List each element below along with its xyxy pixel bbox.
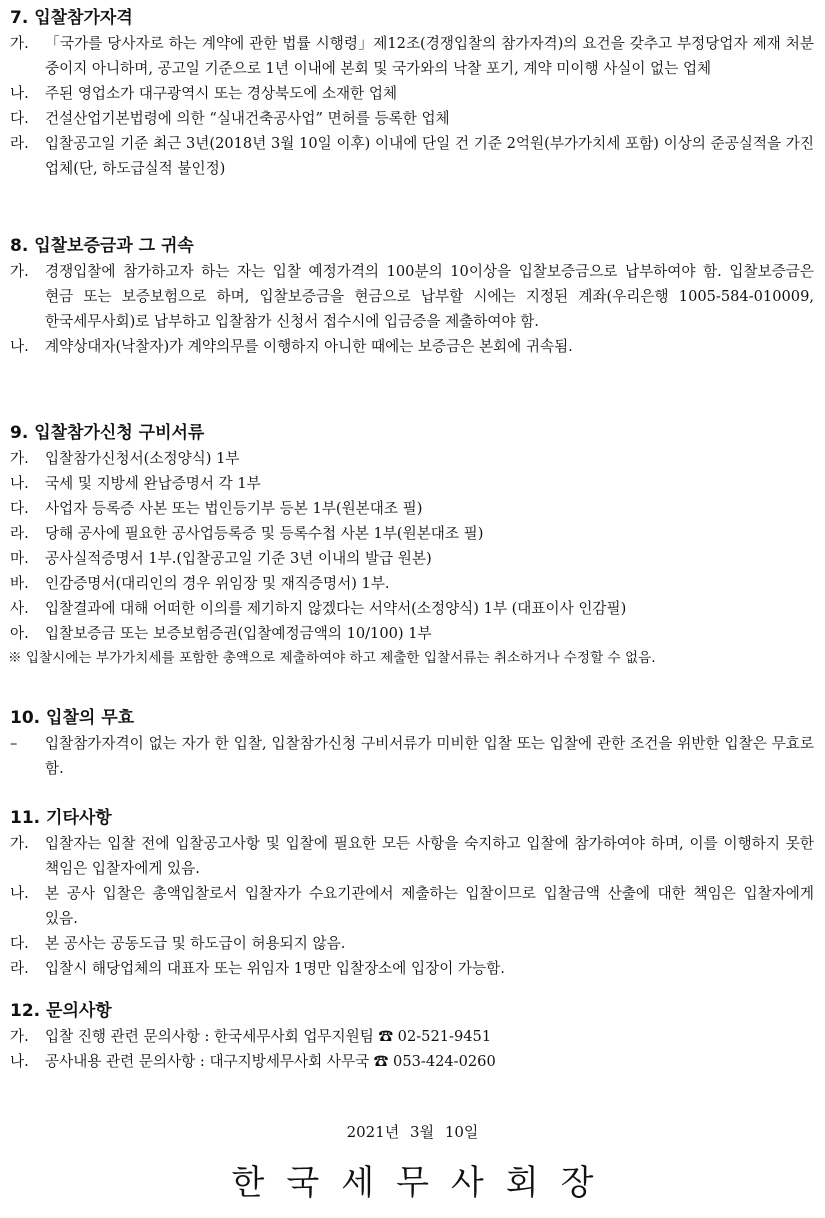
item-marker: 라. [10,525,29,542]
item-marker: 가. [10,450,29,467]
list-item [8,546,818,571]
item-text: 건설산업기본법령에 의한 “실내건축공사업” 면허를 등록한 업체 [45,110,450,127]
item-text: 국세 및 지방세 완납증명서 각 1부 [45,475,261,492]
section-heading: 8. 입찰보증금과 그 귀속 [10,236,194,256]
issuing-organization: 한국세무사회장 [231,1163,616,1203]
item-text: 입찰결과에 대해 어떠한 이의를 제기하지 않겠다는 서약서(소정양식) 1부 (대표이사 인감필) [45,600,627,617]
list-item [8,731,818,781]
item-marker: 사. [10,600,29,617]
list-item [8,881,818,931]
list-item [8,471,818,496]
item-text: 주된 영업소가 대구광역시 또는 경상북도에 소재한 업체 [45,85,398,102]
item-marker: 아. [10,625,29,642]
list-item [8,81,818,106]
item-text: 입찰참가신청서(소정양식) 1부 [45,450,240,467]
item-marker: 다. [10,935,29,952]
item-marker: 라. [10,960,29,977]
item-text: 본 공사 입찰은 총액입찰로서 입찰자가 수요기관에서 제출하는 입찰이므로 입찰금액 산출에 대한 책임은 입찰자에게 있음. [45,885,814,927]
item-marker: 나. [10,1053,29,1070]
item-text: 당해 공사에 필요한 공사업등록증 및 등록수첩 사본 1부(원본대조 필) [45,525,484,542]
list-item [8,1024,818,1049]
list-item [8,446,818,471]
section-invalid-bids [8,705,818,781]
item-text: 본 공사는 공동도급 및 하도급이 허용되지 않음. [45,935,346,952]
list-item [8,131,818,181]
list-item [8,1049,818,1074]
item-marker: 가. [10,1028,29,1045]
section-heading: 10. 입찰의 무효 [10,708,135,728]
item-marker: 가. [10,835,29,852]
item-marker: 바. [10,575,29,592]
item-text: 입찰 진행 관련 문의사항 : 한국세무사회 업무지원팀 ☎ 02-521-9451 [45,1028,492,1045]
item-text: 공사내용 관련 문의사항 : 대구지방세무사회 사무국 ☎ 053-424-0260 [45,1053,496,1070]
item-marker: 나. [10,85,29,102]
section-inquiries [8,998,818,1074]
list-item [8,106,818,131]
section-eligibility [8,5,818,181]
item-text: 입찰공고일 기준 최근 3년(2018년 3월 10일 이후) 이내에 단일 건 기준 2억원(부가가치세 포함) 이상의 준공실적을 가진 업체(단, 하도급실적 불인정) [45,135,814,177]
section-heading: 9. 입찰참가신청 구비서류 [10,423,205,443]
item-text: 공사실적증명서 1부.(입찰공고일 기준 3년 이내의 발급 원본) [45,550,432,567]
list-item [8,931,818,956]
item-marker: 나. [10,885,29,902]
section-required-documents [8,420,818,671]
list-item [8,496,818,521]
section-heading: 11. 기타사항 [10,808,112,828]
list-item [8,571,818,596]
item-text: 인감증명서(대리인의 경우 위임장 및 재직증명서) 1부. [45,575,390,592]
item-marker: 가. [10,35,29,52]
note-text: ※ 입찰시에는 부가가치세를 포함한 총액으로 제출하여야 하고 제출한 입찰서류는 취소하거나 수정할 수 없음. [8,650,656,666]
item-text: 입찰보증금 또는 보증보험증권(입찰예정금액의 10/100) 1부 [45,625,432,642]
list-item [8,956,818,981]
item-marker: 다. [10,110,29,127]
list-item [8,831,818,881]
item-text: 입찰자는 입찰 전에 입찰공고사항 및 입찰에 필요한 모든 사항을 숙지하고 입찰에 참가하여야 하며, 이를 이행하지 못한 책임은 입찰자에게 있음. [45,835,814,877]
item-marker: 마. [10,550,29,567]
item-text: 사업자 등록증 사본 또는 법인등기부 등본 1부(원본대조 필) [45,500,423,517]
item-marker: 다. [10,500,29,517]
item-text: 입찰시 해당업체의 대표자 또는 위임자 1명만 입찰장소에 입장이 가능함. [45,960,505,977]
list-item [8,521,818,546]
section-heading: 12. 문의사항 [10,1001,112,1021]
section-heading: 7. 입찰참가자격 [10,8,133,28]
item-text: 계약상대자(낙찰자)가 계약의무를 이행하지 아니한 때에는 보증금은 본회에 귀속됨. [45,338,573,355]
section-bid-deposit [8,233,818,359]
list-item [8,621,818,646]
list-item [8,596,818,621]
item-marker: 나. [10,475,29,492]
list-item [8,334,818,359]
item-marker: – [10,735,18,752]
item-marker: 가. [10,263,29,280]
item-text: 「국가를 당사자로 하는 계약에 관한 법률 시행령」제12조(경쟁입찰의 참가자격)의 요건을 갖추고 부정당업자 제재 처분 중이지 아니하며, 공고일 기준으로 1년 이내에 본회 및 국가와의 낙찰 포기, 계약 미이행 사실이 없는 업체 [45,35,814,77]
list-item [8,259,818,334]
item-text: 경쟁입찰에 참가하고자 하는 자는 입찰 예정가격의 100분의 10이상을 입찰보증금으로 납부하여야 함. 입찰보증금은 현금 또는 보증보험으로 하며, 입찰보증금을 현금으로 납부할 시에는 지정된 계좌(우리은행 1005-584-010009, 한국세무사회)로 납부하고 입찰참가 신청서 접수시에 입금증을 제출하여야 함. [45,263,814,330]
item-marker: 나. [10,338,29,355]
item-marker: 라. [10,135,29,152]
list-item [8,31,818,81]
item-text: 입찰참가자격이 없는 자가 한 입찰, 입찰참가신청 구비서류가 미비한 입찰 또는 입찰에 관한 조건을 위반한 입찰은 무효로 함. [45,735,814,777]
section-other-matters [8,805,818,981]
notice-date: 2021년 3월 10일 [346,1123,479,1141]
